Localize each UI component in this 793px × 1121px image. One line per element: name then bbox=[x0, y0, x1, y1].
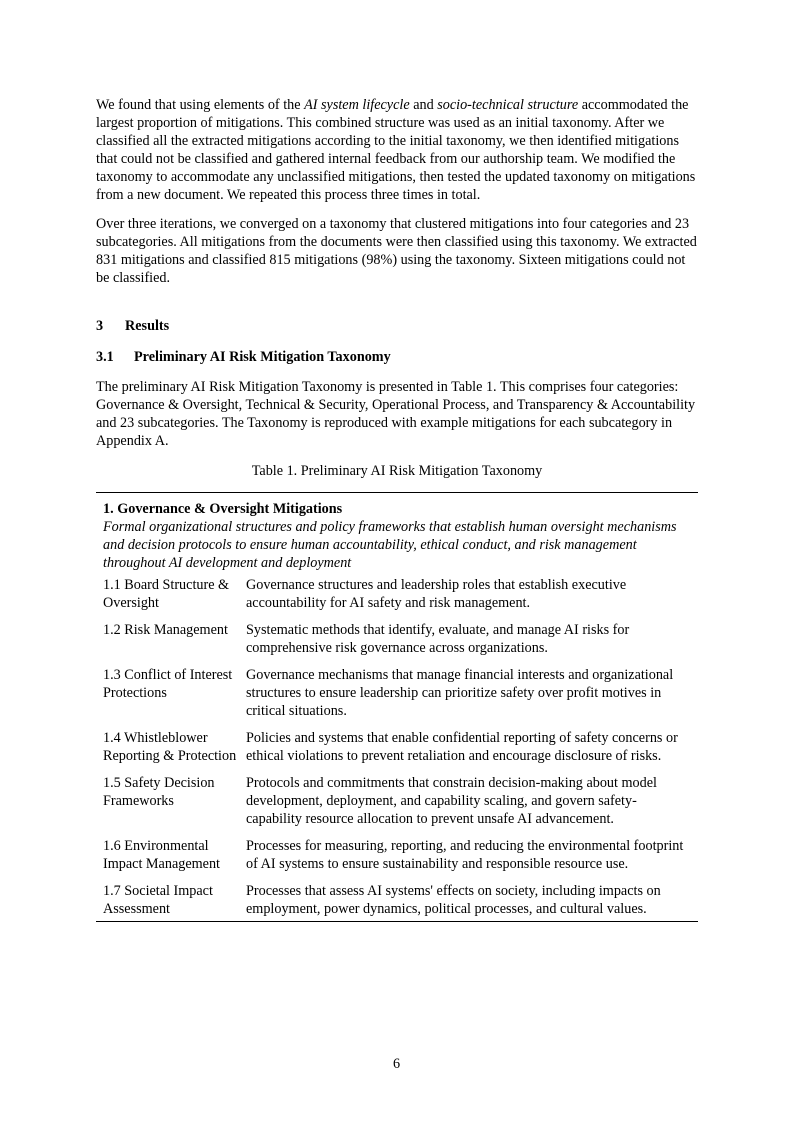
category-row bbox=[96, 493, 698, 577]
table-row bbox=[96, 621, 698, 666]
category-description: Formal organizational structures and policy frameworks that establish human oversight mechanisms and decision protocols to ensure human accountability, ethical conduct, and risk management throughout AI development and deployment bbox=[103, 519, 677, 571]
category-title: 1. Governance & Oversight Mitigations bbox=[103, 501, 343, 517]
subsection-number: 3.1 bbox=[96, 349, 114, 365]
subcategory-description: Processes for measuring, reporting, and reducing the environmental footprint of AI systems to ensure sustainability and responsible resource use. bbox=[246, 838, 684, 872]
table-row bbox=[96, 576, 698, 621]
text-run: We found that using elements of the bbox=[96, 97, 305, 113]
emphasis-ai-lifecycle: AI system lifecycle bbox=[304, 97, 410, 113]
text-run: and bbox=[409, 97, 438, 113]
text-run: accommodated the largest proportion of mitigations. This combined structure was used as an initial taxonomy. After we classified all the extracted mitigations according to the initial taxonomy, we then identified mitigations that could not be classified and gathered internal feedback from our authorship team. We modified the taxonomy to accommodate any unclassified mitigations, then tested the updated taxonomy on mitigations from a new document. We repeated this process three times in total. bbox=[96, 97, 696, 203]
paragraph-iterations: Over three iterations, we converged on a taxonomy that clustered mitigations into four categories and 23 subcategories. All mitigations from the documents were then classified using this taxonomy. We extracted 831 mitigations and classified 815 mitigations (98%) using the taxonomy. Sixteen mitigations could not be classified. bbox=[96, 216, 697, 286]
category-cell bbox=[96, 493, 698, 577]
section-title: Results bbox=[125, 318, 170, 334]
subcategory-description: Governance mechanisms that manage financial interests and organizational structures to ensure leadership can prioritize safety over profit motives in critical situations. bbox=[246, 667, 674, 719]
subcategory-description: Protocols and commitments that constrain decision-making about model development, deployment, and capability scaling, and govern safety-capability resource allocation to prevent unsafe AI advancement. bbox=[246, 775, 657, 827]
subcategory-name: 1.7 Societal Impact Assessment bbox=[103, 883, 213, 917]
subcategory-description: Governance structures and leadership roles that establish executive accountability for AI safety and risk management. bbox=[246, 577, 627, 611]
subcategory-name: 1.5 Safety Decision Frameworks bbox=[103, 775, 215, 809]
subcategory-name: 1.4 Whistleblower Reporting & Protection bbox=[103, 730, 237, 764]
paragraph-methods-taxonomy bbox=[96, 96, 698, 204]
table-row bbox=[96, 837, 698, 882]
subcategory-description: Policies and systems that enable confidential reporting of safety concerns or ethical violations to prevent retaliation and encourage disclosure of risks. bbox=[246, 730, 678, 764]
subcategory-description: Processes that assess AI systems' effects on society, including impacts on employment, power dynamics, political processes, and cultural values. bbox=[246, 883, 661, 917]
table-row bbox=[96, 666, 698, 729]
paragraph-taxonomy-intro: The preliminary AI Risk Mitigation Taxonomy is presented in Table 1. This comprises four categories: Governance & Oversight, Technical & Security, Operational Process, and Transparency & Accountability and 23 subcategories. The Taxonomy is reproduced with example mitigations for each subcategory in Appendix A. bbox=[96, 379, 696, 449]
table-row bbox=[96, 729, 698, 774]
subsection-title: Preliminary AI Risk Mitigation Taxonomy bbox=[134, 349, 391, 365]
subcategory-name: 1.6 Environmental Impact Management bbox=[103, 838, 220, 872]
section-number: 3 bbox=[96, 318, 104, 334]
subsection-heading bbox=[96, 348, 698, 366]
section-heading bbox=[96, 317, 698, 335]
subcategory-name: 1.1 Board Structure & Oversight bbox=[103, 577, 230, 611]
page-body bbox=[96, 96, 698, 922]
taxonomy-table bbox=[96, 492, 698, 922]
table-row bbox=[96, 774, 698, 837]
page-number: 6 bbox=[392, 1056, 401, 1072]
subcategory-name: 1.2 Risk Management bbox=[103, 622, 228, 638]
table-row bbox=[96, 882, 698, 922]
emphasis-socio-technical: socio-technical structure bbox=[437, 97, 579, 113]
subcategory-description: Systematic methods that identify, evaluate, and manage AI risks for comprehensive risk governance across organizations. bbox=[246, 622, 630, 656]
table-caption: Table 1. Preliminary AI Risk Mitigation Taxonomy bbox=[251, 463, 543, 479]
subcategory-name: 1.3 Conflict of Interest Protections bbox=[103, 667, 233, 701]
